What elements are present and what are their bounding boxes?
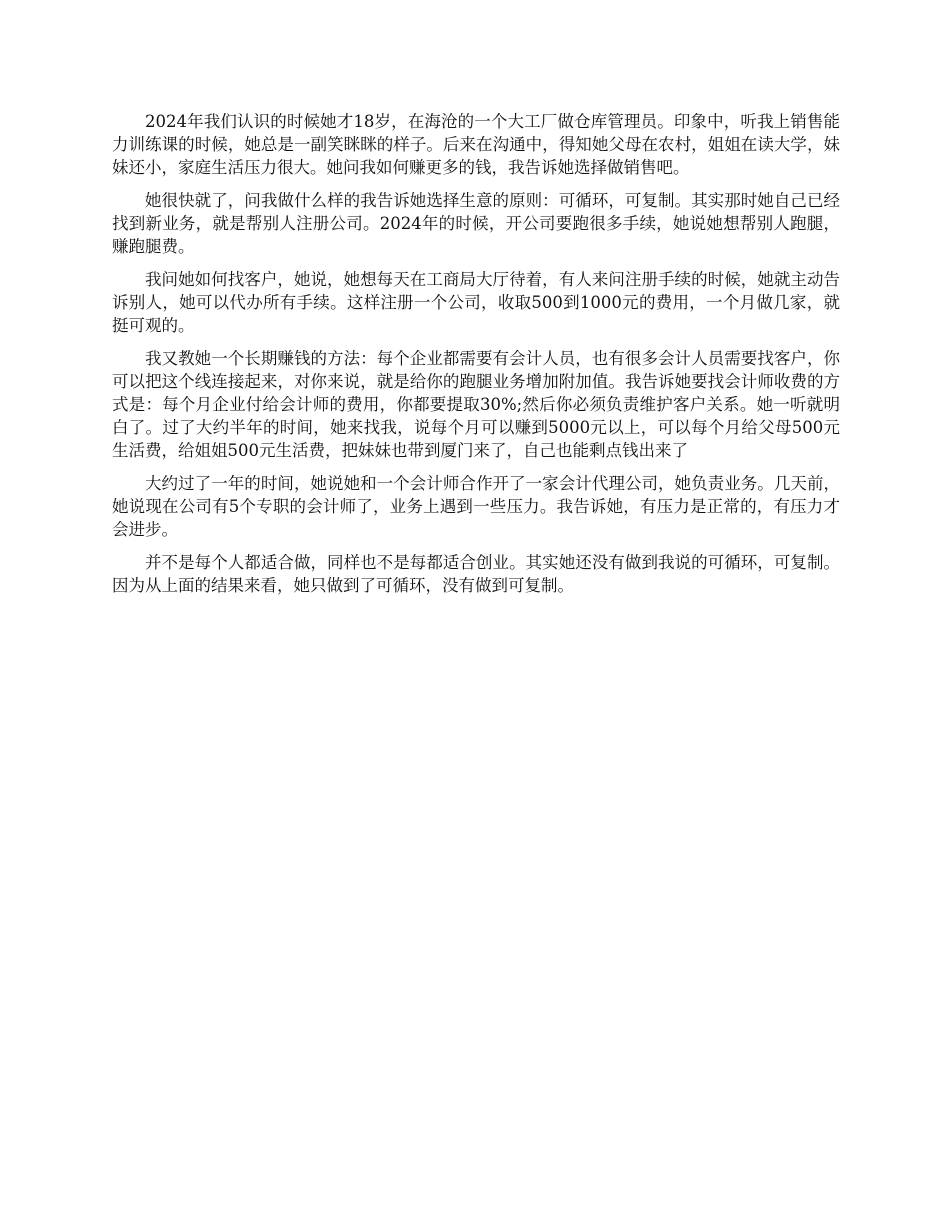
paragraph-5: 大约过了一年的时间，她说她和一个会计师合作开了一家会计代理公司，她负责业务。几天前，她说现在公司有5个专职的会计师了，业务上遇到一些压力。我告诉她，有压力是正常的，有压力才会进步。 bbox=[112, 474, 840, 539]
paragraph-4: 我又教她一个长期赚钱的方法：每个企业都需要有会计人员，也有很多会计人员需要找客户，你可以把这个线连接起来，对你来说，就是给你的跑腿业务增加附加值。我告诉她要找会计师收费的方式是：每个月企业付给会计师的费用，你都要提取30%;然后你必须负责维护客户关系。她一听就明白了。过了大约半年的时间，她来找我，说每个月可以赚到5000元以上，可以每个月给父母500元生活费，给姐姐500元生活费，把妹妹也带到厦门来了，自己也能剩点钱出来了 bbox=[112, 349, 840, 460]
paragraph-1: 2024年我们认识的时候她才18岁，在海沧的一个大工厂做仓库管理员。印象中，听我上销售能力训练课的时候，她总是一副笑眯眯的样子。后来在沟通中，得知她父母在农村，姐姐在读大学，妹妹还小，家庭生活压力很大。她问我如何赚更多的钱，我告诉她选择做销售吧。 bbox=[112, 112, 840, 177]
document-body bbox=[112, 110, 840, 607]
paragraph-6: 并不是每个人都适合做，同样也不是每都适合创业。其实她还没有做到我说的可循环，可复制。因为从上面的结果来看，她只做到了可循环，没有做到可复制。 bbox=[112, 553, 840, 595]
paragraph-3: 我问她如何找客户，她说，她想每天在工商局大厅待着，有人来问注册手续的时候，她就主动告诉别人，她可以代办所有手续。这样注册一个公司，收取500到1000元的费用，一个月做几家，就挺可观的。 bbox=[112, 270, 840, 335]
paragraph-2: 她很快就了，问我做什么样的我告诉她选择生意的原则：可循环，可复制。其实那时她自己已经找到新业务，就是帮别人注册公司。2024年的时候，开公司要跑很多手续，她说她想帮别人跑腿，赚跑腿费。 bbox=[112, 191, 840, 256]
